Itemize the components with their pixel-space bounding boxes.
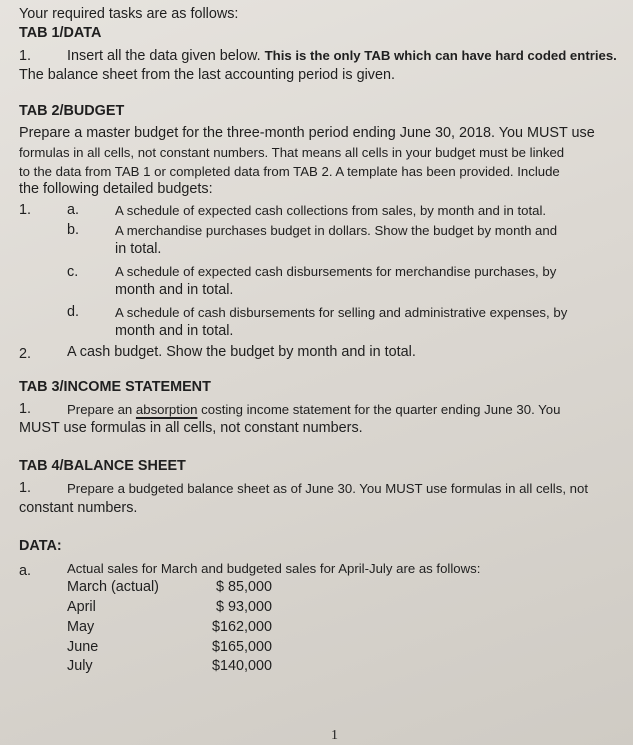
tab2-item-number: 2. xyxy=(19,346,32,362)
tab3-item-text-continued: MUST use formulas in all cells, not constant numbers. xyxy=(19,420,363,436)
tab4-item-text-continued: constant numbers. xyxy=(19,500,138,516)
sales-month-label: April xyxy=(67,599,96,615)
tab4-item-number: 1. xyxy=(19,480,32,496)
subitem-letter: c. xyxy=(67,264,79,280)
tab1-item-text: Insert all the data given below. This is the only TAB which can have hard coded entries. xyxy=(67,48,617,64)
tab3-item-text: Prepare an absorption costing income statement for the quarter ending June 30. You xyxy=(67,402,561,417)
subitem-text-continued: in total. xyxy=(115,241,162,257)
tab1-balance-sheet-note: The balance sheet from the last accounting period is given. xyxy=(19,67,395,83)
tab2-paragraph-line: Prepare a master budget for the three-month period ending June 30, 2018. You MUST use xyxy=(19,125,595,141)
tab3-heading: TAB 3/INCOME STATEMENT xyxy=(19,379,211,395)
cash-budget-text: A cash budget. Show the budget by month and in total. xyxy=(67,344,416,360)
tab1-heading: TAB 1/DATA xyxy=(19,25,102,41)
subitem-text: A schedule of expected cash disbursements for merchandise purchases, by xyxy=(115,264,557,279)
sales-month-label: March (actual) xyxy=(67,579,159,595)
subitem-text: A merchandise purchases budget in dollars. Show the budget by month and xyxy=(115,223,558,238)
subitem-text: A schedule of cash disbursements for selling and administrative expenses, by xyxy=(115,305,568,320)
subitem-letter: b. xyxy=(67,222,80,238)
sales-month-label: July xyxy=(67,658,93,674)
subitem-letter: a. xyxy=(67,202,80,218)
tab2-paragraph-line: the following detailed budgets: xyxy=(19,181,213,197)
tab3-item-number: 1. xyxy=(19,401,32,417)
sales-amount: $ 85,000 xyxy=(215,579,272,595)
subitem-text-continued: month and in total. xyxy=(115,323,234,339)
absorption-underlined-word: absorption xyxy=(135,402,198,417)
sales-amount: $165,000 xyxy=(211,639,272,655)
tab1-item-number: 1. xyxy=(19,48,32,64)
subitem-letter: d. xyxy=(67,304,80,320)
tab4-heading: TAB 4/BALANCE SHEET xyxy=(19,458,186,474)
tab2-paragraph-line: formulas in all cells, not constant numbers. That means all cells in your budget must be linked xyxy=(19,145,565,160)
sales-amount: $140,000 xyxy=(211,658,272,674)
tab2-heading: TAB 2/BUDGET xyxy=(19,103,125,119)
tab2-item-number: 1. xyxy=(19,202,32,218)
tab4-item-text: Prepare a budgeted balance sheet as of June 30. You MUST use formulas in all cells, not xyxy=(67,481,588,496)
tab2-paragraph-line: to the data from TAB 1 or completed data from TAB 2. A template has been provided. Include xyxy=(19,164,560,179)
sales-amount: $162,000 xyxy=(211,619,272,635)
data-item-letter: a. xyxy=(19,563,32,579)
sales-intro-text: Actual sales for March and budgeted sales for April-July are as follows: xyxy=(67,561,481,576)
data-heading: DATA: xyxy=(19,538,62,554)
sales-amount: $ 93,000 xyxy=(215,599,272,615)
subitem-text-continued: month and in total. xyxy=(115,282,234,298)
sales-month-label: May xyxy=(67,619,95,635)
subitem-text: A schedule of expected cash collections from sales, by month and in total. xyxy=(115,203,547,218)
sales-month-label: June xyxy=(67,639,99,655)
intro-text: Your required tasks are as follows: xyxy=(19,6,239,22)
page-number: 1 xyxy=(331,728,338,743)
